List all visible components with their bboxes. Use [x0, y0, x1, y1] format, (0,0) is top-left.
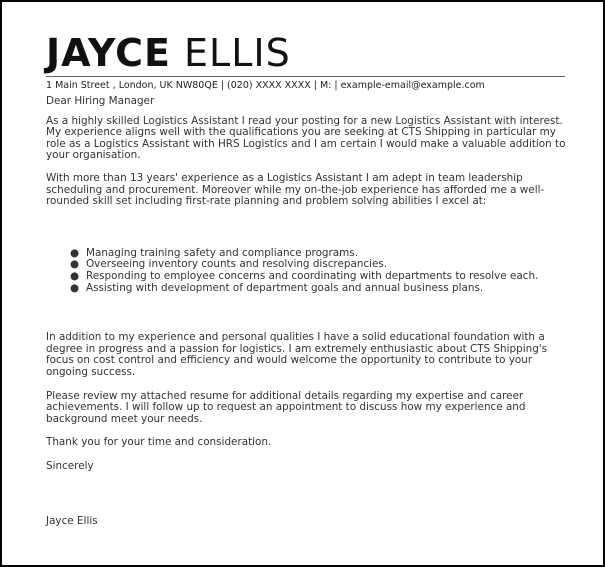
letter-body — [46, 96, 568, 528]
thanks-line: Thank you for your time and consideration. — [46, 436, 272, 449]
last-name: ELLIS — [184, 31, 291, 75]
paragraph-experience: With more than 13 years' experience as a Logistics Assistant I am adept in team leadership scheduling and procurement. Moreover while my on-the-job experience has afforded me a well-rounded skill set including first-rate planning and problem solving abilities I excel at: — [46, 171, 545, 208]
list-item-text: Managing training safety and compliance programs. — [86, 246, 359, 259]
list-item — [70, 283, 568, 295]
header-divider — [46, 76, 565, 77]
contact-line: 1 Main Street , London, UK NW80QE | (020) XXXX XXXX | M: | example-email@example.com — [46, 80, 485, 91]
closing-line: Sincerely — [46, 459, 94, 472]
paragraph-intro: As a highly skilled Logistics Assistant I read your posting for a new Logistics Assistant with interest. My experience aligns well with the qualifications you are seeking at CTS Shipping in particular my role as a Logistics Assistant with HRS Logistics and I am certain I would make a valuable addition to your organisation. — [46, 114, 566, 162]
paragraph-education: In addition to my experience and personal qualities I have a solid educational foundation with a degree in progress and a passion for logistics. I am extremely enthusiastic about CTS Shipping's focus on cost control and efficiency and would welcome the opportunity to contribute to your ongoing success. — [46, 331, 548, 378]
skills-list — [46, 248, 568, 294]
bullet-icon: ● — [70, 281, 80, 294]
bullet-icon: ● — [70, 258, 80, 271]
signature: Jayce Ellis — [46, 515, 98, 528]
letter-header — [46, 32, 566, 93]
applicant-name — [46, 32, 566, 74]
first-name: JAYCE — [46, 31, 171, 75]
paragraph-followup: Please review my attached resume for additional details regarding my expertise and career achievements. I will follow up to request an appointment to discuss how my experience and background meet your needs. — [46, 389, 526, 425]
list-item-text: Assisting with development of department goals and annual business plans. — [86, 281, 484, 294]
greeting: Dear Hiring Manager — [46, 95, 155, 107]
bullet-icon: ● — [70, 269, 80, 282]
bullet-icon: ● — [70, 246, 80, 259]
list-item-text: Responding to employee concerns and coordinating with departments to resolve each. — [86, 269, 539, 282]
list-item-text: Overseeing inventory counts and resolving discrepancies. — [86, 258, 388, 271]
